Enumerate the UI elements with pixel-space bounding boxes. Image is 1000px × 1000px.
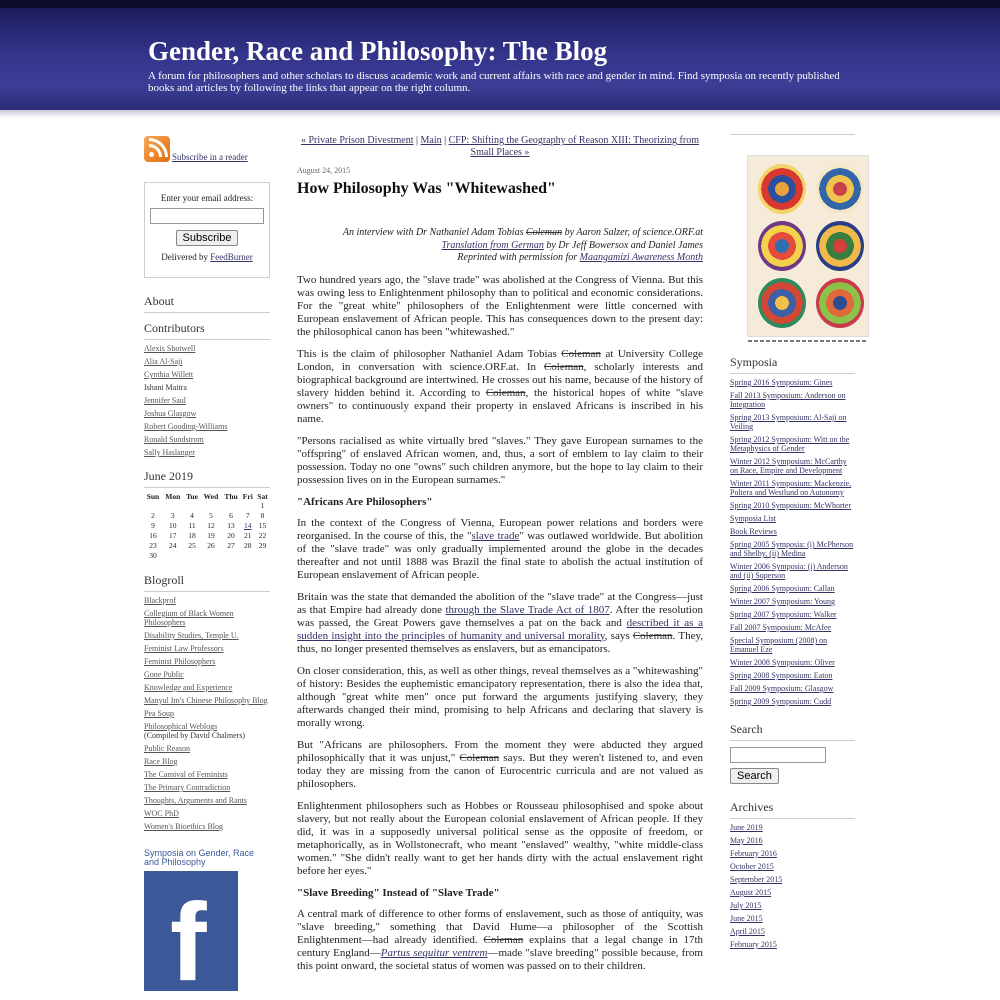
calendar-week: [144, 511, 270, 521]
calendar-day: 28: [244, 541, 252, 550]
blogroll-heading: Blogroll: [144, 573, 270, 592]
calendar-day: [200, 501, 221, 511]
blogroll-item[interactable]: [144, 744, 270, 753]
symposium-item[interactable]: [730, 501, 855, 510]
byline-text: Reprinted with permission for: [457, 252, 580, 263]
symposium-item[interactable]: [730, 527, 855, 536]
calendar-day: 30: [149, 551, 157, 560]
paragraph: In the context of the Congress of Vienna, European power relations and borders were reorganised. In the course of this, the "slave trade" was outlawed worldwide. But abolition of the "slave trade" was only gradually implemented around the globe in the decades thereafter and not until 1888 was Brazil the final state to abolish the actual institution of European enslavement of African people.: [297, 516, 704, 581]
contributor-item[interactable]: [144, 344, 270, 353]
blog-title[interactable]: Gender, Race and Philosophy: The Blog: [148, 36, 608, 66]
painting-circle-cell: [816, 164, 864, 214]
archive-item[interactable]: [730, 875, 855, 884]
symposium-item-link[interactable]: Spring 2005 Symposia: (i) McPherson and Shelby, (ii) Medina: [730, 540, 854, 558]
calendar-day: 16: [149, 531, 157, 540]
symposium-item-link[interactable]: Spring 2008 Symposium: Eaton: [730, 671, 833, 680]
calendar-week: [144, 551, 270, 561]
archive-item[interactable]: [730, 836, 855, 845]
contributors-heading: Contributors: [144, 321, 270, 340]
calendar-day: 10: [168, 521, 177, 530]
archive-item-link[interactable]: April 2015: [730, 927, 765, 936]
calendar-day: 4: [190, 511, 194, 520]
calendar-day-link[interactable]: 14: [244, 521, 252, 530]
symposium-item[interactable]: [730, 584, 855, 593]
slave-trade-act-link[interactable]: through the Slave Trade Act of 1807: [445, 603, 610, 616]
next-post-link[interactable]: CFP: Shifting the Geography of Reason XIII: Theorizing from Small Places »: [448, 135, 699, 158]
facebook-widget-title[interactable]: Symposia on Gender, Race and Philosophy: [144, 848, 255, 867]
calendar: [144, 492, 270, 561]
blogroll-item-link[interactable]: Knowledge and Experience: [144, 683, 233, 692]
image-caption: [748, 340, 868, 342]
symposium-item-link[interactable]: Fall 2009 Symposium: Glasgow: [730, 684, 834, 693]
symposium-item[interactable]: [730, 457, 855, 475]
calendar-day-header: Mon: [165, 492, 181, 501]
symposium-item[interactable]: [730, 697, 855, 706]
calendar-day: [162, 501, 184, 511]
calendar-week: [144, 501, 270, 511]
byline-text: by Aaron Salzer, of science.ORF.at: [562, 227, 703, 238]
prev-post-link[interactable]: « Private Prison Divestment: [301, 135, 414, 146]
contributor-item-link[interactable]: Joshua Glasgow: [144, 409, 197, 418]
left-sidebar: [144, 136, 270, 991]
calendar-day: 21: [244, 531, 252, 540]
symposium-item-link[interactable]: Spring 2013 Symposium: Al-Saji on Veiling: [730, 413, 847, 431]
blogroll-item-link[interactable]: Disability Studies, Temple U.: [144, 631, 239, 640]
calendar-day: [221, 551, 240, 561]
search-button[interactable]: Search: [730, 768, 779, 784]
calendar-day: [162, 551, 184, 561]
archives-list: [730, 823, 855, 949]
post-byline: [297, 227, 703, 265]
kandinsky-circles-image[interactable]: [747, 155, 869, 337]
blogroll-item[interactable]: [144, 657, 270, 666]
calendar-week: [144, 521, 270, 531]
symposium-item[interactable]: [730, 597, 855, 606]
blogroll-item-link[interactable]: Manyul Im's Chinese Philosophy Blog: [144, 696, 268, 705]
calendar-day: 17: [168, 531, 177, 540]
blogroll-item[interactable]: [144, 722, 270, 740]
subscribe-button[interactable]: Subscribe: [176, 230, 239, 246]
archive-item[interactable]: [730, 901, 855, 910]
painting-circle-cell: [816, 278, 864, 328]
calendar-day: 24: [168, 541, 177, 550]
archive-item[interactable]: [730, 927, 855, 936]
section-heading: "Slave Breeding" Instead of "Slave Trade": [297, 886, 500, 899]
blogroll-item[interactable]: [144, 644, 270, 653]
blogroll-item[interactable]: [144, 770, 270, 779]
paragraph: This is the claim of philosopher Nathaniel Adam Tobias Coleman at University College London, in conversation with science.ORF.at. In Coleman, scholarly interests and biographical background are intertwined. He crosses out his name, because of the history of slavery hidden behind it. According to Coleman, the historical hopes of white "slave owners" to continuously expand their property in enslaved Africans is inscribed in his name.: [297, 347, 703, 425]
rss-feed-icon[interactable]: [144, 136, 170, 162]
blog-description: A forum for philosophers and other scholars to discuss academic work and current affairs with race and gender in mind. Find symposia on recently published books and articles by following the links that appear on the right column.: [148, 70, 840, 94]
symposium-item[interactable]: [730, 413, 855, 431]
calendar-week: [144, 541, 270, 551]
blogroll-item[interactable]: [144, 822, 270, 831]
partus-link[interactable]: Partus sequitur ventrem: [380, 946, 488, 959]
post-title: How Philosophy Was "Whitewashed": [297, 180, 556, 197]
blogroll-item[interactable]: [144, 596, 270, 605]
symposium-item-link[interactable]: Fall 2013 Symposium: Anderson on Integration: [730, 391, 846, 409]
paragraph: Two hundred years ago, the "slave trade" was abolished at the Congress of Vienna. But this was owing less to Enlightenment philosophy than to political and economic considerations. For the "great white" philosophers of the Enlightenment were little concerned with European enslavement of African people. This has consequences down to the present day: the philosophical canon has been "whitewashed.": [297, 273, 703, 338]
symposium-item[interactable]: [730, 636, 855, 654]
painting-circle-cell: [758, 278, 806, 328]
symposia-heading: Symposia: [730, 355, 855, 374]
blogroll-item[interactable]: [144, 783, 270, 792]
blogroll-item[interactable]: [144, 609, 270, 627]
blogroll-item-link[interactable]: The Carnival of Feminists: [144, 770, 228, 779]
symposium-item-link[interactable]: Winter 2011 Symposium: Mackenzie, Poltera and Westlund on Autonomy: [730, 479, 852, 497]
blogroll-item[interactable]: [144, 683, 270, 692]
blogroll-item[interactable]: [144, 757, 270, 766]
archive-item-link[interactable]: February 2015: [730, 940, 777, 949]
archive-item-link[interactable]: September 2015: [730, 875, 783, 884]
paragraph: Britain was the state that demanded the abolition of the "slave trade" at the Congress—just as that Empire had already done through the Slave Trade Act of 1807. After the resolution was passed, the Great Powers gave themselves a pat on the back and described it as a sudden insight into the principles of humanity and universal morality, says Coleman. They, thus, no longer presented themselves as enslavers, but as emancipators.: [297, 590, 703, 655]
right-sidebar: [730, 134, 855, 953]
archives-heading: Archives: [730, 800, 855, 819]
contributor-item[interactable]: [144, 409, 270, 418]
symposium-item-link[interactable]: Symposia List: [730, 514, 777, 523]
paragraph: Enlightenment philosophers such as Hobbes or Rousseau philosophised and spoke about slavery, but not really about the European colonial enslavement of African people. If they did, it was in a supposedly universal political sense as the opposite of freedom, or metaphorically, as in Wollstonecraft, who meant "enslaved" wealthy, "white middle-class women." "She didn't really want to get her hands dirty with the actual enslavement right before her eyes.": [297, 799, 703, 877]
main-link[interactable]: Main: [420, 135, 442, 146]
email-input[interactable]: [150, 208, 264, 224]
blogroll-item-link[interactable]: Collegium of Black Women Philosophers: [144, 609, 234, 627]
divider: [730, 134, 855, 135]
symposium-item-link[interactable]: Spring 2006 Symposium: Callan: [730, 584, 835, 593]
symposium-item-link[interactable]: Spring 2009 Symposium: Cudd: [730, 697, 832, 706]
blogroll-item-link[interactable]: WOC PhD: [144, 809, 179, 818]
feedburner-link[interactable]: FeedBurner: [210, 252, 253, 262]
calendar-day: [241, 501, 255, 511]
symposium-item[interactable]: [730, 540, 855, 558]
calendar-day: [184, 551, 201, 561]
blogroll-item-link[interactable]: Blackprof: [144, 596, 176, 605]
calendar-day: 22: [258, 531, 267, 540]
calendar-day: 29: [258, 541, 267, 550]
blogroll-item-link[interactable]: Public Reason: [144, 744, 190, 753]
calendar-day: 8: [260, 511, 265, 520]
contributor-item[interactable]: [144, 370, 270, 379]
blogroll-item[interactable]: [144, 709, 270, 718]
nav-separator: |: [441, 135, 449, 146]
archive-item-link[interactable]: May 2016: [730, 836, 763, 845]
blogroll-item-link[interactable]: The Primary Contradiction: [144, 783, 231, 792]
struck-name: Coleman: [525, 227, 563, 238]
email-subscribe-box: [144, 182, 270, 278]
blogroll-item-link[interactable]: Pea Soup: [144, 709, 174, 718]
calendar-day: 3: [170, 511, 175, 520]
archive-item-link[interactable]: June 2015: [730, 914, 763, 923]
archive-item-link[interactable]: July 2015: [730, 901, 762, 910]
paragraph: "Persons racialised as white virtually bred "slaves." They gave European surnames to the "offspring" of enslaved African women, and, thus, a sort of emblem to lay claim to their possession. Today no one "owns" such children anymore, but the hope to lay claim to their possession lives on in the European surnames.": [297, 434, 703, 486]
calendar-day: 6: [229, 511, 233, 520]
subscribe-reader-link[interactable]: Subscribe in a reader: [172, 152, 248, 162]
calendar-day: 9: [151, 521, 155, 530]
byline-text: by Dr Jeff Bowersox and Daniel James: [543, 239, 703, 251]
painting-circle-cell: [758, 164, 806, 214]
top-bar: [0, 0, 1000, 8]
painting-circle-cell: [758, 221, 806, 271]
calendar-day-header: Sat: [257, 492, 268, 501]
header-shadow: [0, 110, 1000, 118]
calendar-day: [144, 501, 162, 511]
painting-circle-cell: [816, 221, 864, 271]
calendar-day: 11: [188, 521, 196, 530]
nav-separator: |: [413, 135, 421, 146]
about-heading[interactable]: About: [144, 294, 270, 313]
slave-trade-link[interactable]: slave trade: [471, 529, 520, 542]
symposium-item-link[interactable]: Spring 2016 Symposium: Gines: [730, 378, 833, 387]
contributors-list: [144, 344, 270, 457]
archive-item[interactable]: [730, 862, 855, 871]
calendar-day: 18: [188, 531, 196, 540]
symposium-item[interactable]: [730, 658, 855, 667]
blogroll-item[interactable]: [144, 696, 270, 705]
contributor-item[interactable]: [144, 396, 270, 405]
calendar-day: 12: [207, 521, 215, 530]
calendar-day: 20: [227, 531, 235, 540]
calendar-day: 26: [207, 541, 215, 550]
contributor-item[interactable]: [144, 357, 270, 366]
archive-item-link[interactable]: February 2016: [730, 849, 777, 858]
symposium-item[interactable]: [730, 610, 855, 619]
contributor-item-link[interactable]: Robert Gooding-Williams: [144, 422, 228, 431]
archive-item-link[interactable]: August 2015: [730, 888, 772, 897]
calendar-day: 19: [207, 531, 215, 540]
calendar-week: [144, 531, 270, 541]
email-label: Enter your email address:: [160, 193, 254, 203]
contributor-item-link[interactable]: Alia Al-Saji: [144, 357, 183, 366]
archive-item[interactable]: [730, 823, 855, 832]
symposium-item-link[interactable]: Special Symposium (2008) on Emanuel Eze: [730, 636, 828, 654]
symposium-item[interactable]: [730, 391, 855, 409]
archive-item[interactable]: [730, 940, 855, 949]
contributor-item[interactable]: [144, 422, 270, 431]
post-navigation: [297, 135, 703, 159]
calendar-day: [200, 551, 221, 561]
contributor-item-link[interactable]: Sally Haslanger: [144, 448, 195, 457]
blogroll-note: (Compiled by David Chalmers): [144, 731, 246, 740]
paragraph: On closer consideration, this, as well as other things, reveal themselves as a "whitewashing" of history: Besides the euphemistic emancipatory representation, there is also the idea that, although "great white men" once put forward the arguments justifying slavery, they afterwards changed their mind, promising to help Africans and declaring that slavery is morally wrong.: [297, 664, 703, 729]
symposium-item[interactable]: [730, 562, 855, 580]
delivered-by: [145, 252, 269, 262]
blogroll-item-link[interactable]: Gone Public: [144, 670, 184, 679]
translation-link[interactable]: Translation from German: [441, 239, 544, 251]
rss-subscribe[interactable]: [144, 136, 270, 162]
calendar-day: 5: [209, 511, 213, 520]
blogroll-item-link[interactable]: Feminist Law Professors: [144, 644, 224, 653]
calendar-day-header: Sun: [146, 492, 160, 501]
contributor-item-link[interactable]: Jennifer Saul: [144, 396, 186, 405]
blogroll-item-link[interactable]: Feminist Philosophers: [144, 657, 216, 666]
calendar-day-header: Wed: [203, 492, 219, 501]
archive-item[interactable]: [730, 914, 855, 923]
symposium-item-link[interactable]: Fall 2007 Symposium: McAfee: [730, 623, 832, 632]
delivered-prefix: Delivered by: [161, 252, 211, 262]
symposium-item-link[interactable]: Winter 2008 Symposium: Oliver: [730, 658, 835, 667]
contributor-item: Ishani Maitra: [144, 383, 187, 392]
paragraph: But "Africans are philosophers. From the moment they were abducted they argued philosophically that it was unjust," Coleman says. But they weren't listened to, and even today they are missing from the canon of Eurocentric curricula and are not valued as philosophers.: [297, 738, 703, 790]
search-input[interactable]: [730, 747, 826, 763]
blogroll-item-link[interactable]: Philosophical Weblogs: [144, 722, 218, 731]
calendar-day: 25: [188, 541, 196, 550]
blog-header: [0, 8, 1000, 110]
calendar-day[interactable]: [241, 521, 255, 531]
calendar-day: 7: [245, 511, 250, 520]
calendar-day: 2: [151, 511, 155, 520]
symposia-list: [730, 378, 855, 706]
symposium-item-link[interactable]: Spring 2010 Symposium: McWhorter: [730, 501, 852, 510]
archive-item[interactable]: [730, 849, 855, 858]
blogroll-item[interactable]: [144, 670, 270, 679]
archive-item-link[interactable]: October 2015: [730, 862, 774, 871]
contributor-item-link[interactable]: Cynthia Willett: [144, 370, 194, 379]
calendar-day: 27: [227, 541, 235, 550]
archive-item[interactable]: [730, 888, 855, 897]
contributor-item[interactable]: [144, 448, 270, 457]
blogroll-item-link[interactable]: Race Blog: [144, 757, 178, 766]
contributor-item-link[interactable]: Alexis Shotwell: [144, 344, 196, 353]
symposium-item-link[interactable]: Book Reviews: [730, 527, 777, 536]
symposium-item[interactable]: [730, 435, 855, 453]
calendar-day: [221, 501, 240, 511]
calendar-day-header: Tue: [186, 492, 198, 501]
symposium-item[interactable]: [730, 684, 855, 693]
blogroll-list: [144, 596, 270, 831]
blogroll-item-link[interactable]: Women's Bioethics Blog: [144, 822, 224, 831]
maangamizi-link[interactable]: Maangamizi Awareness Month: [579, 252, 703, 263]
facebook-logo-icon[interactable]: f: [144, 871, 238, 991]
post-date: August 24, 2015: [297, 166, 351, 175]
contributor-item-link[interactable]: Ronald Sundstrom: [144, 435, 204, 444]
symposium-item[interactable]: [730, 378, 855, 387]
calendar-day: 13: [227, 521, 235, 530]
symposium-item[interactable]: [730, 623, 855, 632]
post-area: [297, 135, 703, 973]
paragraph: A central mark of difference to other forms of enslavement, such as those of antiquity, was "slave breeding," something that David Hume—a philosopher of the Scottish Enlightenment—had already identified. Coleman explains that a legal change in 17th century England—Partus sequitur ventrem—made "slave breeding" possible because, from this point onward, the societal status of women was passed on to their children.: [297, 907, 704, 972]
symposium-item[interactable]: [730, 514, 855, 523]
calendar-heading: June 2019: [144, 469, 270, 488]
blogroll-item-link[interactable]: Thoughts, Arguments and Rants: [144, 796, 247, 805]
symposium-item[interactable]: [730, 479, 855, 497]
byline-text: An interview with Dr Nathaniel Adam Tobias: [342, 227, 526, 238]
archive-item-link[interactable]: June 2019: [730, 823, 763, 832]
symposium-item-link[interactable]: Spring 2012 Symposium: Witt on the Metaphysics of Gender: [730, 435, 850, 453]
symposium-item[interactable]: [730, 671, 855, 680]
calendar-day: 23: [149, 541, 157, 550]
blogroll-item[interactable]: [144, 631, 270, 640]
blogroll-item[interactable]: [144, 809, 270, 818]
calendar-day: [184, 501, 201, 511]
symposium-item-link[interactable]: Winter 2006 Symposia: (i) Anderson and (ii) Superson: [730, 562, 848, 580]
search-heading: Search: [730, 722, 855, 741]
section-heading: "Africans Are Philosophers": [297, 495, 433, 508]
symposium-item-link[interactable]: Winter 2007 Symposium: Young: [730, 597, 836, 606]
calendar-day-header: Fri: [242, 492, 253, 501]
calendar-day-header: Thu: [224, 492, 238, 501]
humanity-morality-link[interactable]: described it as a sudden insight into the principles of humanity and universal morality: [297, 616, 703, 642]
contributor-item[interactable]: [144, 435, 270, 444]
symposium-item-link[interactable]: Spring 2007 Symposium: Walker: [730, 610, 837, 619]
calendar-day: 1: [260, 501, 265, 510]
blogroll-item[interactable]: [144, 796, 270, 805]
symposium-item-link[interactable]: Winter 2012 Symposium: McCarthy on Race, Empire and Development: [730, 457, 847, 475]
calendar-day: 15: [258, 521, 267, 530]
calendar-day: [255, 551, 270, 561]
calendar-day: [241, 551, 255, 561]
